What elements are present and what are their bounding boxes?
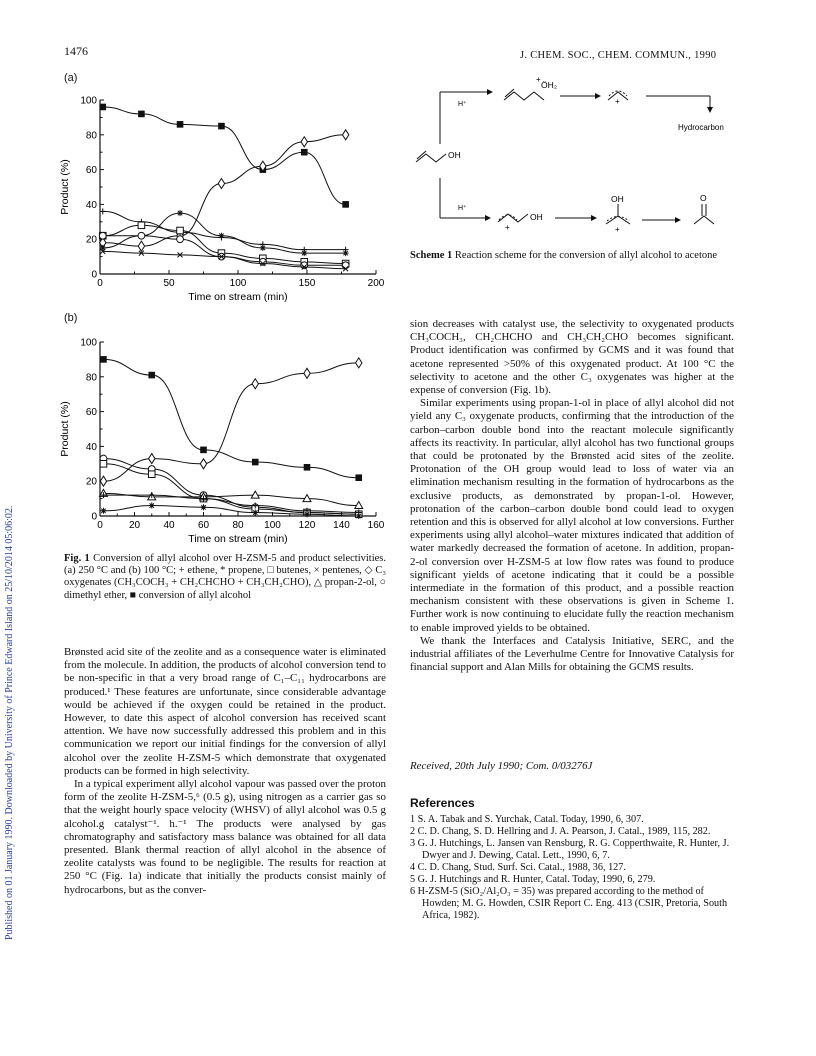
carbonyl-o: O [700,193,707,203]
reference-item: 5 G. J. Hutchings and R. Hunter, Catal. Today, 1990, 6, 279. [410,874,656,885]
reference-item: 2 C. D. Chang, S. D. Hellring and J. A. Pearson, J. Catal., 1989, 115, 282. [410,826,711,837]
x-tick-label: 60 [197,520,210,531]
y-axis-label: Product (%) [59,159,71,215]
data-point-diamond [304,368,310,378]
x-tick-label: 0 [97,278,103,289]
received-line: Received, 20th July 1990; Com. 0/03276J [410,760,593,772]
data-point-square-open [100,461,107,468]
x-tick-label: 80 [232,520,244,531]
data-point-diamond [301,137,307,147]
y-tick-label: 80 [85,130,97,142]
x-axis-label: Time on stream (min) [188,533,288,545]
h-plus-bottom: H⁺ [458,205,467,212]
x-tick-label: 100 [264,520,281,531]
data-point-circle [342,262,349,269]
y-tick-label: 100 [80,337,97,349]
enol-cation-structure [606,216,630,224]
data-point-square-filled [148,372,155,379]
data-point-asterisk [356,513,362,519]
journal-header: J. CHEM. SOC., CHEM. COMMUN., 1990 [520,50,717,61]
plus-charge-allyl: + [615,97,620,106]
oh-group-carbocation: OH [530,212,543,222]
data-point-square-filled [355,474,362,481]
figure-caption-label: Fig. 1 [64,553,90,564]
data-point-square-open [177,227,184,234]
acetone-structure [694,216,714,224]
oh2-group: ÖH₂ [541,80,558,90]
x-tick-label: 140 [333,520,350,531]
data-point-square-filled [177,121,184,128]
data-point-asterisk [149,503,155,509]
plus-charge-enol: + [615,225,620,234]
data-point-asterisk [177,210,183,216]
references-title: References [410,796,475,810]
x-tick-label: 160 [367,520,385,531]
h-plus-top: H⁺ [458,101,467,108]
reference-item: 3 G. J. Hutchings, L. Jansen van Rensburg, R. G. Copperthwaite, R. Hunter, J. Dwyer and J. Dewing, Catal. Lett., 1990, 6, 7. [410,838,730,861]
reference-item: 1 S. A. Tabak and S. Yurchak, Catal. Today, 1990, 6, 307. [410,814,644,825]
data-point-circle [177,236,184,243]
y-tick-label: 80 [85,372,97,384]
data-point-square-filled [100,356,107,363]
data-point-asterisk [201,504,207,510]
series-line [103,107,346,204]
hydrocarbon-label: Hydrocarbon [678,123,724,132]
y-tick-label: 20 [85,234,97,246]
data-point-square-filled [99,104,106,111]
data-point-plus [100,208,106,214]
paragraph: Similar experiments using propan-1-ol in place of allyl alcohol did not yield any C₃ oxygenate products, confirming that the introduction of the carbon–carbon double bond into the reactant molecule significantly affects its reactivity. In particular, allyl alcohol has two functional groups that could be protonated by the Brønsted acid sites of the zeolite. Protonation of the OH group would lead to loss of water via an elimination mechanism resulting in the formation of hydrocarbons as the exclusive products, as demonstrated by propan-1-ol. However, protonation of the carbon–carbon double bond could lead to oxygen retention and this is observed for allyl alcohol at low conversions. Further experiments using allyl alcohol–water mixtures indicated that addition of water markedly decreased the formation of acetone. In addition, propan-2-ol conversion over H-ZSM-5 at low flow rates was found to produce significant yields of acetone indicating that it could be a possible intermediate in the formation of this product, and a possible reaction mechanism consistent with these observations is given in Scheme 1. Further work is now continuing to elucidate fully the reaction mechanism to enable improved yields to be obtained. [410,397,734,634]
data-point-asterisk [252,510,258,516]
data-point-asterisk [304,511,310,517]
x-tick-label: 50 [163,278,175,289]
figure-caption: Fig. 1 Conversion of allyl alcohol over H-ZSM-5 and product selectivities. (a) 250 °C and (b) 100 °C; + ethene, * propene, □ butenes, × pentenes, ◇ C₃ oxygenates (CH₃COCH₃ + CH₂CHCHO + CH₃CH₂CHO), △ propan-2-ol, ○ dimethyl ether, ■ conversion of allyl alcohol [64,553,386,601]
data-point-square-filled [252,459,259,466]
data-point-asterisk [218,233,224,239]
data-point-diamond [149,454,155,464]
paragraph: In a typical experiment allyl alcohol vapour was passed over the proton form of the zeolite H-ZSM-5,⁶ (0.5 g), using nitrogen as a carrier gas so that the weight hourly space velocity (WHSV) of allyl alcohol was 0.5 g alcohol.g catalyst⁻¹. h.⁻¹ The products were analysed by gas chromatography and satisfactory mass balance was obtained for all data presented. Blank thermal reaction of allyl alcohol in the absence of zeolite catalysts was found to be negligible. The results for reaction at 250 °C (Fig. 1a) indicate that initially the products consist mainly of hydrocarbons, but as the conver- [64,778,386,896]
plus-charge-oh2: + [536,75,541,84]
data-point-diamond [218,179,224,189]
data-point-diamond [200,459,206,469]
page-number: 1476 [64,44,88,58]
data-point-circle [138,232,145,239]
paragraph: Brønsted acid site of the zeolite and as a consequence water is eliminated from the molecule. In addition, the products of alcohol conversion tend to be non-specific in that a very broad range of C₁–C₁₁ hydrocarbons are produced.¹ These features are unfortunate, since considerable advantage would be achieved if the oxygen could be retained in the product. However, to date this aspect of alcohol conversion has received scant attention. We have now successfully addressed this problem and in this communication we report our initial findings for the conversion of allyl alcohol over the zeolite H-ZSM-5 which demonstrate that oxygenated products can be formed in high selectivity. [64,646,386,777]
panel-b-label: (b) [64,312,78,324]
y-tick-label: 40 [85,441,97,453]
y-tick-label: 0 [91,511,97,523]
reference-item: 6 H-ZSM-5 (SiO₂/Al₂O₃ = 35) was prepared according to the method of Howden; M. G. Howden, CSIR Report C. Eng. 413 (CSIR, Pretoria, South Africa, 1982). [410,886,728,921]
data-point-circle [99,232,106,239]
y-axis-label: Product (%) [59,401,71,457]
data-point-diamond [138,241,144,251]
series-line [103,363,358,481]
data-point-square-filled [218,123,225,130]
y-tick-label: 60 [85,407,97,419]
panel-a-label: (a) [64,72,78,84]
x-tick-label: 120 [298,520,316,531]
data-point-diamond [100,476,106,486]
data-point-square-filled [138,111,145,118]
series-line [103,135,346,246]
data-point-diamond [342,130,348,140]
oh-group-allyl: OH [448,150,461,160]
y-tick-label: 100 [80,95,97,107]
chart-panel-b [56,326,392,550]
paragraph: We thank the Interfaces and Catalysis Initiative, SERC, and the industrial affiliates of the Leverhulme Centre for Innovative Catalysis for financial support and Alan Mills for obtaining the GCMS results. [410,634,734,674]
reference-item: 4 C. D. Chang, Stud. Surf. Sci. Catal., 1988, 36, 127. [410,862,626,873]
data-point-square-open [138,222,145,229]
x-tick-label: 20 [128,520,141,531]
data-point-square-filled [342,201,349,208]
data-point-square-filled [200,447,207,454]
y-tick-label: 20 [85,476,97,488]
data-point-asterisk [100,508,106,514]
references-list [410,814,734,922]
y-tick-label: 40 [85,199,97,211]
oh-group-enol: OH [611,194,624,204]
data-point-asterisk [100,245,106,251]
scheme-caption-label: Scheme 1 [410,250,453,261]
y-tick-label: 60 [85,165,97,177]
carbocation-structure [498,214,528,222]
allyl-alcohol-structure [416,154,446,162]
x-tick-label: 40 [163,520,175,531]
reaction-scheme [410,74,740,244]
chart-panel-a [56,84,392,308]
right-column [410,318,734,674]
x-tick-label: 100 [229,278,247,289]
scheme-caption: Scheme 1 Reaction scheme for the conversion of allyl alcohol to acetone [410,250,718,261]
paragraph: sion decreases with catalyst use, the selectivity to oxygenated products CH₃COCH₃, CH₂CHCHO and CH₃CH₂CHO becomes significant. Product identification was confirmed by GCMS and it was found that acetone represented >50% of this oxygenated product. At 100 °C the selectivity to acetone and the other C₃ oxygenates was higher at the expense of conversion (Fig. 1b). [410,318,734,397]
x-tick-label: 150 [298,278,316,289]
x-tick-label: 0 [97,520,103,531]
left-column [64,646,386,897]
download-watermark: Published on 01 January 1990. Downloaded by University of Prince Edward Island on 25/10/2014 05:06:02. [4,505,15,940]
data-point-asterisk [343,250,349,256]
y-tick-label: 0 [91,269,97,281]
data-point-square-open [148,471,155,478]
data-point-square-filled [304,464,311,471]
plus-charge-carbocation: + [505,223,510,232]
data-point-triangle [251,491,259,498]
series-line [103,464,358,514]
data-point-diamond [356,358,362,368]
data-point-diamond [252,379,258,389]
x-tick-label: 200 [367,278,385,289]
data-point-asterisk [301,250,307,256]
x-axis-label: Time on stream (min) [188,291,288,303]
data-point-square-filled [301,149,308,156]
data-point-asterisk [260,245,266,251]
